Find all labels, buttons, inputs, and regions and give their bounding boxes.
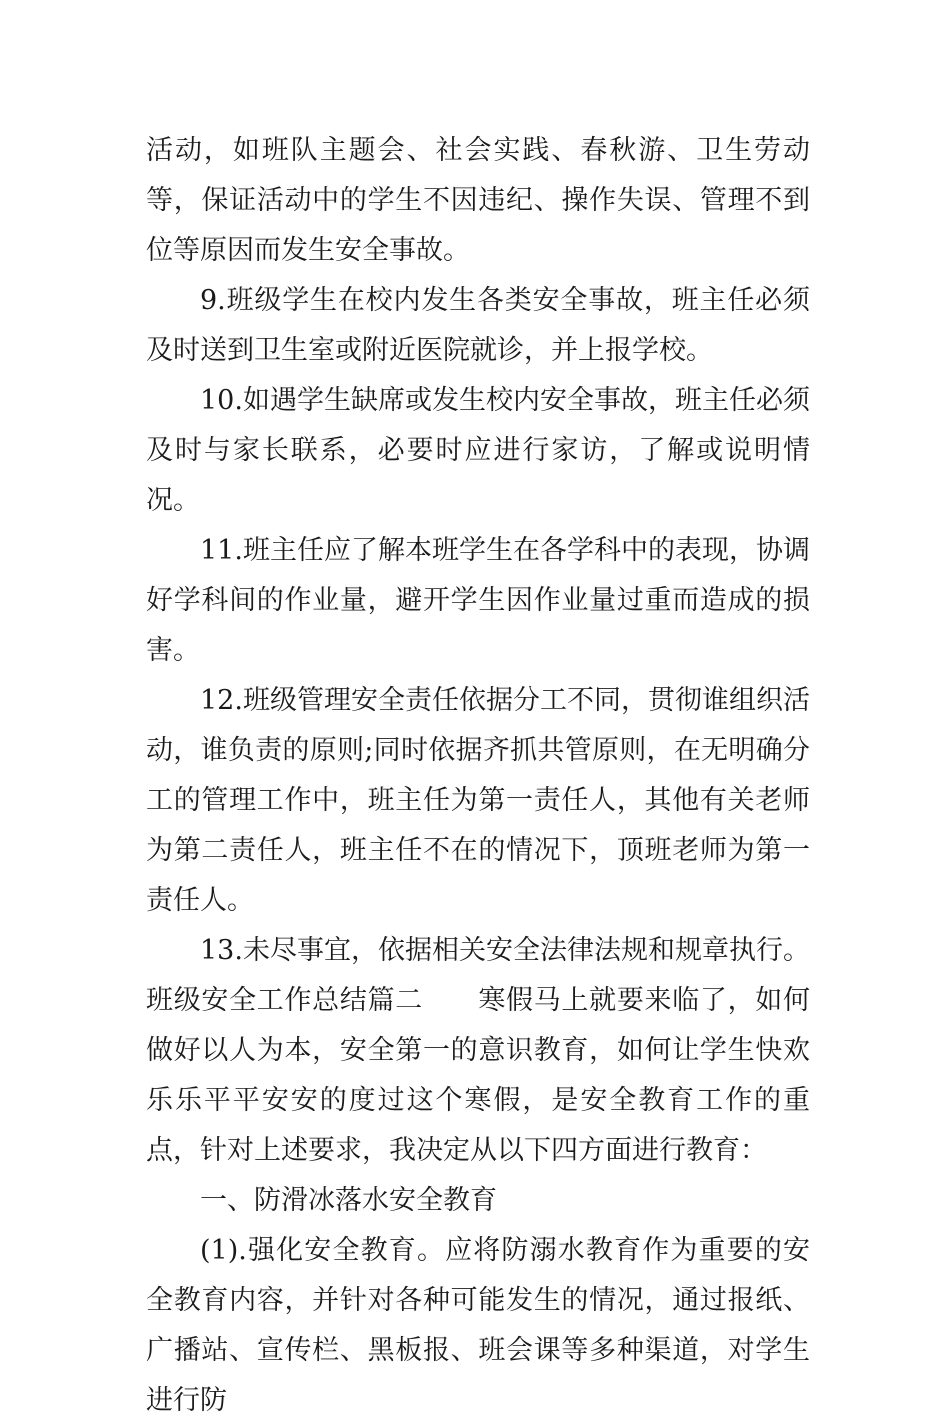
paragraph-item-9: 9.班级学生在校内发生各类安全事故，班主任必须及时送到卫生室或附近医院就诊，并上报学校。 (146, 285, 810, 366)
document-body (146, 126, 810, 1426)
paragraph-item-12: 12.班级管理安全责任依据分工不同，贯彻谁组织活动，谁负责的原则;同时依据齐抓共管原则，在无明确分工的管理工作中，班主任为第一责任人，其他有关老师为第二责任人，班主任不在的情况下，顶班老师为第一责任人。 (146, 685, 810, 916)
paragraph-item-13: 13.未尽事宜，依据相关安全法律法规和规章执行。 (200, 935, 810, 966)
paragraph-continued-activities: 活动，如班队主题会、社会实践、春秋游、卫生劳动等，保证活动中的学生不因违纪、操作失误、管理不到位等原因而发生安全事故。 (146, 135, 810, 266)
paragraph-item-11: 11.班主任应了解本班学生在各学科中的表现，协调好学科间的作业量，避开学生因作业量过重而造成的损害。 (146, 535, 810, 666)
paragraph-subitem-1: (1).强化安全教育。应将防溺水教育作为重要的安全教育内容，并针对各种可能发生的情况，通过报纸、广播站、宣传栏、黑板报、班会课等多种渠道，对学生进行防 (146, 1235, 810, 1416)
paragraph-item-10: 10.如遇学生缺席或发生校内安全事故，班主任必须及时与家长联系，必要时应进行家访，了解或说明情况。 (146, 385, 810, 516)
section-heading-anti-drowning: 一、防滑冰落水安全教育 (200, 1185, 497, 1216)
paragraph-section-two-intro: 班级安全工作总结篇二 寒假马上就要来临了，如何做好以人为本，安全第一的意识教育，如何让学生快欢乐乐平平安安的度过这个寒假，是安全教育工作的重点，针对上述要求，我决定从以下四方面进行教育： (146, 985, 810, 1166)
